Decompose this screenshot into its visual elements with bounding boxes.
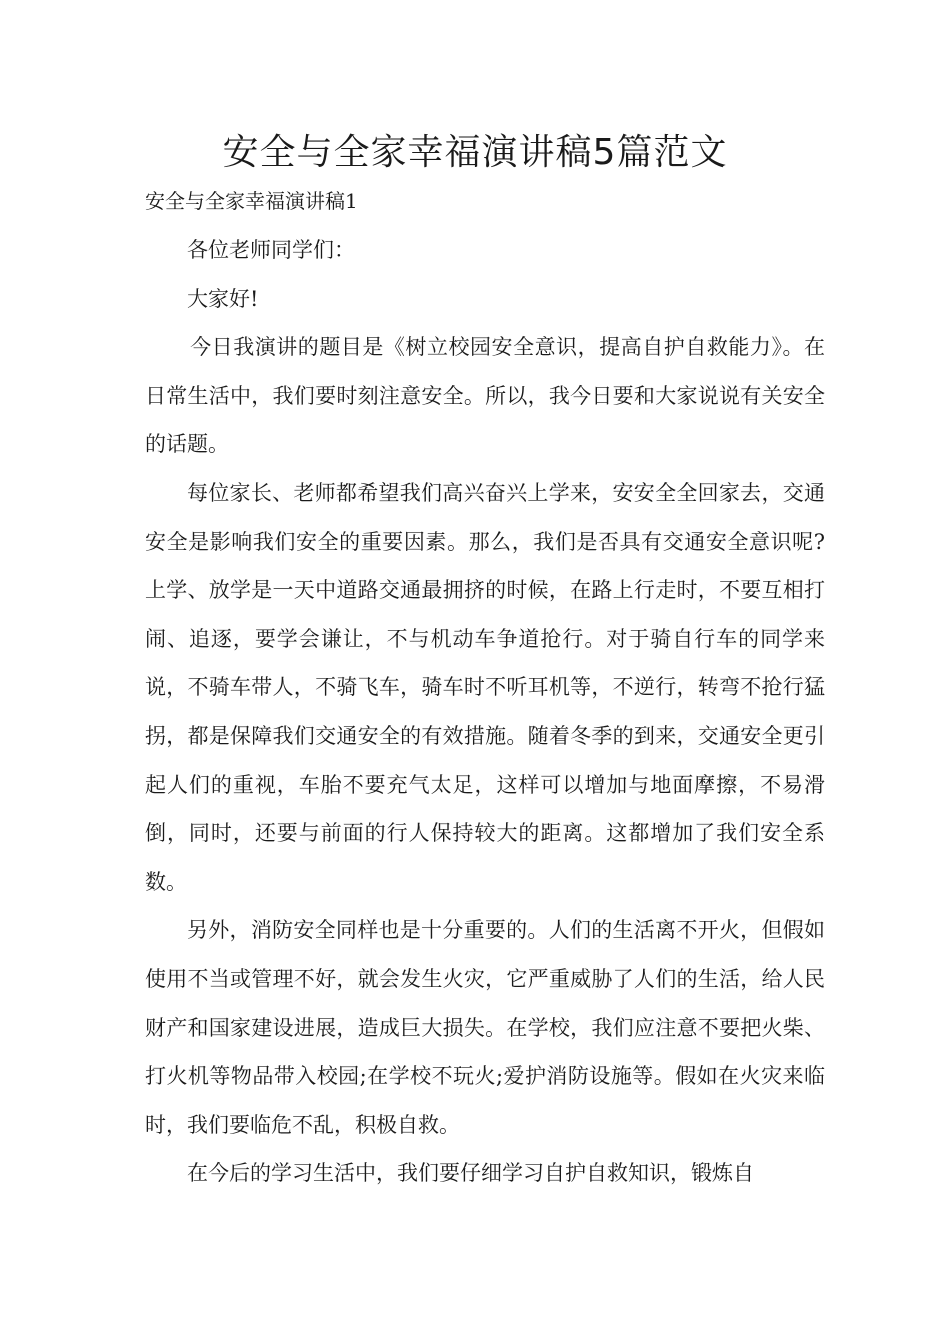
intro-paragraph: 今日我演讲的题目是《树立校园安全意识，提高自护自救能力》。在日常生活中，我们要时刻注意安全。所以，我今日要和大家说说有关安全的话题。 [145, 335, 825, 457]
document-title: 安全与全家幸福演讲稿5篇范文 [222, 132, 728, 173]
document-body [145, 226, 825, 1198]
fire-safety-paragraph: 另外，消防安全同样也是十分重要的。人们的生活离不开火，但假如使用不当或管理不好，就会发生火灾，它严重威胁了人们的生活，给人民财产和国家建设进展，造成巨大损失。在学校，我们应注意不要把火柴、打火机等物品带入校园;在学校不玩火;爱护消防设施等。假如在火灾来临时，我们要临危不乱，积极自救。 [145, 918, 825, 1137]
section-heading: 安全与全家幸福演讲稿1 [145, 189, 358, 213]
traffic-safety-paragraph: 每位家长、老师都希望我们高兴奋兴上学来，安安全全回家去，交通安全是影响我们安全的重要因素。那么，我们是否具有交通安全意识呢?上学、放学是一天中道路交通最拥挤的时候，在路上行走时，不要互相打闹、追逐，要学会谦让，不与机动车争道抢行。对于骑自行车的同学来说，不骑车带人，不骑飞车，骑车时不听耳机等，不逆行，转弯不抢行猛拐，都是保障我们交通安全的有效措施。随着冬季的到来，交通安全更引起人们的重视，车胎不要充气太足，这样可以增加与地面摩擦，不易滑倒，同时，还要与前面的行人保持较大的距离。这都增加了我们安全系数。 [145, 480, 825, 894]
greeting-paragraph: 大家好! [187, 286, 259, 311]
closing-paragraph: 在今后的学习生活中，我们要仔细学习自护自救知识，锻炼自 [187, 1161, 754, 1186]
salutation-paragraph: 各位老师同学们： [187, 238, 355, 262]
